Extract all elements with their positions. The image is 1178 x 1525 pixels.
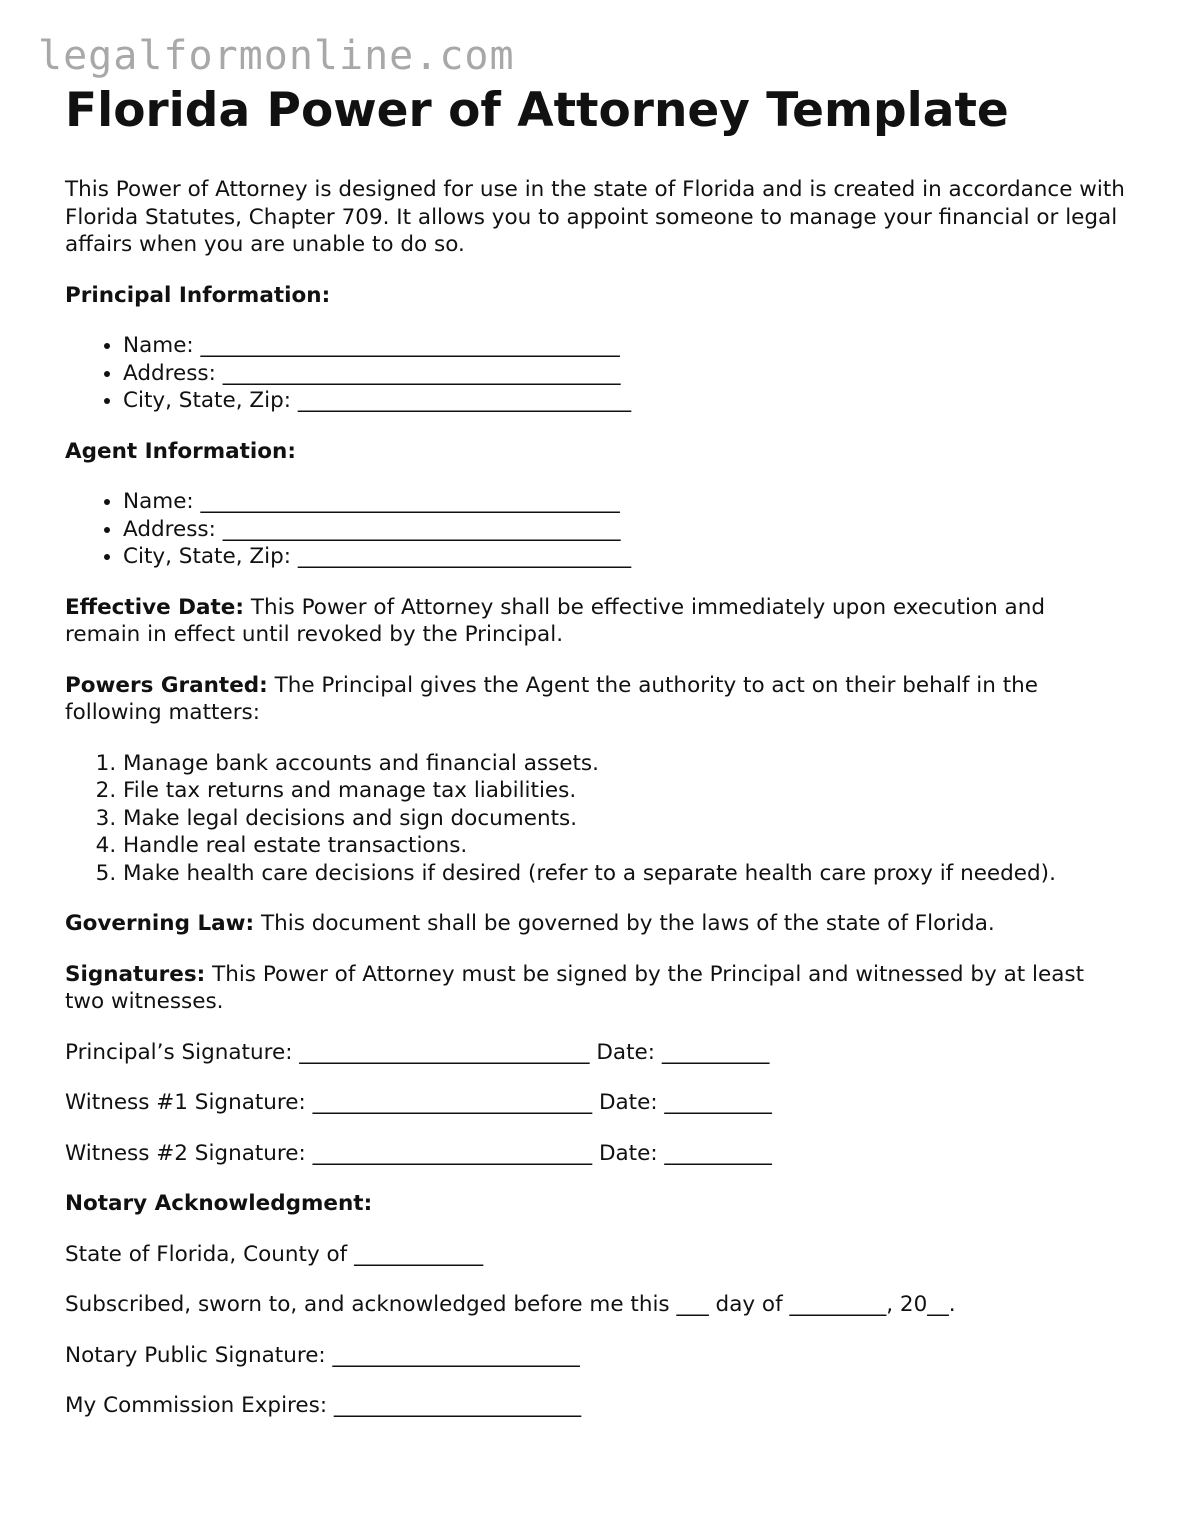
notary-heading: Notary Acknowledgment: [65,1191,373,1216]
power-item: 2. File tax returns and manage tax liabilities. [123,777,1125,805]
signatures-paragraph [65,961,1125,1016]
page-title: Florida Power of Attorney Template [65,83,1009,138]
notary-commission-line[interactable]: My Commission Expires: _______________________ [65,1393,582,1418]
notary-signature-line[interactable]: Notary Public Signature: _______________________ [65,1342,580,1368]
signatures-text: This Power of Attorney must be signed by the Principal and witnessed by at least two witnesses. [65,961,1085,1014]
principal-address-field[interactable]: • Address: _____________________________________ [123,360,1125,388]
watermark: legalformonline.com [38,33,515,79]
power-item: 1. Manage bank accounts and financial assets. [123,750,1125,778]
power-item: 5. Make health care decisions if desired (refer to a separate health care proxy if needed). [123,860,1125,888]
notary-acknowledged-line[interactable]: Subscribed, sworn to, and acknowledged before me this ___ day of _________, 20__. [65,1292,956,1317]
governing-law-text: This document shall be governed by the laws of the state of Florida. [254,911,995,936]
powers-granted-text: The Principal gives the Agent the authority to act on their behalf in the following matters: [65,672,1039,725]
agent-city-state-zip-field[interactable]: • City, State, Zip: _______________________________ [123,543,1125,571]
effective-date-paragraph [65,594,1125,649]
effective-date-text: This Power of Attorney shall be effective immediately upon execution and remain in effect until revoked by the Principal. [65,594,1045,647]
principal-name-field[interactable]: • Name: _______________________________________ [123,332,1125,360]
agent-address-field[interactable]: • Address: _____________________________________ [123,516,1125,544]
principal-signature-line[interactable]: Principal’s Signature: ___________________________ Date: __________ [65,1039,770,1065]
power-item: 3. Make legal decisions and sign documents. [123,805,1125,833]
principal-fields [65,332,1125,415]
powers-granted-paragraph [65,672,1125,727]
principal-heading: Principal Information: [65,282,331,308]
notary-county-line[interactable]: State of Florida, County of ____________ [65,1241,484,1267]
power-item: 4. Handle real estate transactions. [123,832,1125,860]
agent-heading: Agent Information: [65,438,296,464]
witness-1-signature-line[interactable]: Witness #1 Signature: __________________________ Date: __________ [65,1090,772,1115]
principal-city-state-zip-field[interactable]: • City, State, Zip: _______________________________ [123,387,1125,415]
intro-paragraph: This Power of Attorney is designed for use in the state of Florida and is created in accordance with Florida Statutes, Chapter 709. It allows you to appoint someone to manage your financial or legal affairs when you are unable to do so. [65,177,1125,257]
document-body [65,84,1125,1443]
effective-date-label: Effective Date: [65,594,244,620]
governing-law-label: Governing Law: [65,911,255,936]
signatures-label: Signatures: [65,961,206,987]
governing-law-paragraph [65,910,1125,938]
witness-2-signature-line[interactable]: Witness #2 Signature: __________________________ Date: __________ [65,1140,772,1166]
powers-list [65,750,1125,888]
powers-granted-label: Powers Granted: [65,672,268,698]
agent-fields [65,488,1125,571]
agent-name-field[interactable]: • Name: _______________________________________ [123,488,1125,516]
